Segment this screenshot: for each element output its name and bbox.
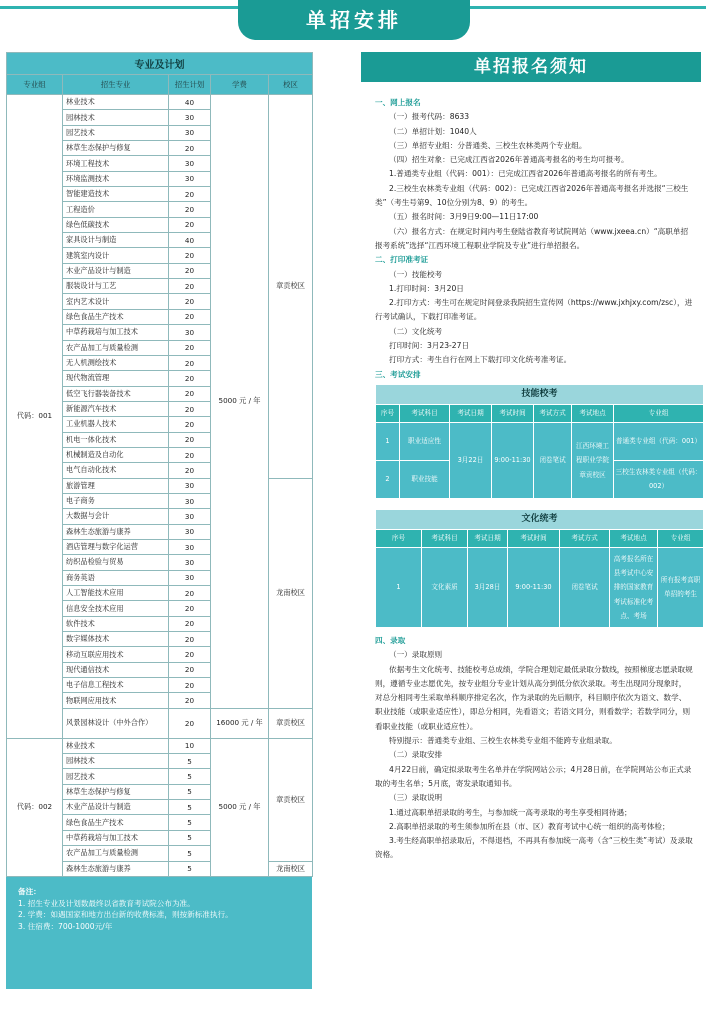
major-name: 商务英语 xyxy=(63,570,169,585)
notice-line: （三）录取说明 xyxy=(389,793,443,803)
notice-line: 2.高职单招录取的考生须参加所在县（市、区）教育考试中心统一组织的高考体检； xyxy=(389,821,670,831)
major-name: 软件技术 xyxy=(63,616,169,631)
notice-line: 打印时间：3月23-27日 xyxy=(389,341,470,351)
major-name: 电子信息工程技术 xyxy=(63,678,169,693)
th: 序号 xyxy=(376,529,422,547)
cell: 普通类专业组（代码：001） xyxy=(614,422,704,460)
notice-body xyxy=(361,82,701,863)
plan-count: 20 xyxy=(169,662,211,677)
major-name: 智能建造技术 xyxy=(63,187,169,202)
plan-count: 20 xyxy=(169,371,211,386)
plan-count: 5 xyxy=(169,861,211,876)
plan-count: 20 xyxy=(169,340,211,355)
plan-count: 5 xyxy=(169,769,211,784)
plan-count: 20 xyxy=(169,401,211,416)
notice-line: （一）报考代码：8633 xyxy=(389,112,470,122)
group-code: 代码：002 xyxy=(7,738,63,876)
th: 考试方式 xyxy=(534,404,572,422)
table-row xyxy=(7,738,313,753)
th: 考试地点 xyxy=(610,529,658,547)
notice-line: 依据考生文化统考、技能校考总成绩，学院合理划定最低录取分数线，按照梯度志愿录取规则，遵循专业志愿优先，按专业组分专业计划从高分到低分依次录取。考生出现同分现象时，对总分相同考生采取单科顺序排定名次，作为录取的先后顺序，科目顺序依次为语文、数学、职业技能（或职业适应性），即总分相同，先看语文；若语文同分，则看数学；若数学同分，则看职业技能（或职业适应性）。 xyxy=(375,664,693,731)
notice-line: 4月22日前，确定拟录取考生名单并在学院网站公示；4月28日前，在学院网站公布正式录取的考生名单；5月底，寄发录取通知书。 xyxy=(375,764,692,788)
plan-count: 20 xyxy=(169,447,211,462)
major-name: 林业技术 xyxy=(63,95,169,110)
col-tuition: 学费 xyxy=(211,75,269,95)
col-plan: 招生计划 xyxy=(169,75,211,95)
tuition: 5000 元 / 年 xyxy=(211,738,269,876)
table-row xyxy=(7,95,313,110)
major-name: 旅游管理 xyxy=(63,478,169,493)
skill-exam-table xyxy=(375,384,704,499)
major-name: 森林生态旅游与康养 xyxy=(63,524,169,539)
major-name: 数字媒体技术 xyxy=(63,632,169,647)
plan-count: 30 xyxy=(169,125,211,140)
major-name: 建筑室内设计 xyxy=(63,248,169,263)
major-name: 纺织品检验与贸易 xyxy=(63,555,169,570)
top-banner xyxy=(0,0,706,42)
major-name: 现代通信技术 xyxy=(63,662,169,677)
cell: 闭卷笔试 xyxy=(560,547,610,627)
plan-count: 20 xyxy=(169,632,211,647)
tuition: 16000 元 / 年 xyxy=(211,708,269,738)
plan-count: 20 xyxy=(169,678,211,693)
group1-rows xyxy=(7,95,313,739)
notice-line: 1.打印时间：3月20日 xyxy=(389,283,464,293)
plan-count: 20 xyxy=(169,309,211,324)
col-group: 专业组 xyxy=(7,75,63,95)
cell: 9:00-11:30 xyxy=(508,547,560,627)
notice-line: 1.通过高职单招录取的考生，与参加统一高考录取的考生享受相同待遇； xyxy=(389,807,632,817)
plan-count: 5 xyxy=(169,784,211,799)
campus: 章贡校区 xyxy=(269,95,313,479)
plan-count: 30 xyxy=(169,524,211,539)
major-name: 新能源汽车技术 xyxy=(63,401,169,416)
major-name: 林草生态保护与修复 xyxy=(63,784,169,799)
major-name: 林业技术 xyxy=(63,738,169,753)
plan-count: 30 xyxy=(169,539,211,554)
note-item: 1. 招生专业及计划数最终以省教育考试院公布为准。 xyxy=(18,898,195,908)
plan-count: 30 xyxy=(169,509,211,524)
major-name: 中草药栽培与加工技术 xyxy=(63,325,169,340)
plan-count: 20 xyxy=(169,141,211,156)
plan-count: 20 xyxy=(169,386,211,401)
plan-count: 20 xyxy=(169,708,211,738)
section-heading: 三、考试安排 xyxy=(375,369,421,379)
page-title: 单招安排 xyxy=(238,0,470,40)
notice-title: 单招报名须知 xyxy=(361,52,701,82)
notice-line: （一）录取原则 xyxy=(389,650,443,660)
culture-exam-title: 文化统考 xyxy=(376,509,704,529)
major-name: 现代物流管理 xyxy=(63,371,169,386)
section-heading: 一、网上报名 xyxy=(375,98,421,107)
skill-exam-title: 技能校考 xyxy=(376,384,704,404)
group-code: 代码：001 xyxy=(7,95,63,739)
notice-line: 2.打印方式：考生可在规定时间登录我院招生宣传网（https://www.jxhjxy.com/zsc），进行考试确认，下载打印准考证。 xyxy=(375,298,693,322)
th: 序号 xyxy=(376,404,400,422)
major-name: 环境监测技术 xyxy=(63,171,169,186)
notice-line: 2.三校生农林类专业组（代码：002）：已完成江西省2026年普通高考报名并选报“三校生类”（考生号第9、10位分别为8、9）的考生。 xyxy=(375,183,689,208)
plan-count: 30 xyxy=(169,493,211,508)
culture-exam-table xyxy=(375,509,704,628)
cell: 所有报考高职单招的考生 xyxy=(658,547,704,627)
plan-count: 20 xyxy=(169,616,211,631)
section-heading: 四、录取 xyxy=(375,635,406,645)
th: 专业组 xyxy=(614,404,704,422)
major-name: 无人机测绘技术 xyxy=(63,355,169,370)
major-name: 环境工程技术 xyxy=(63,156,169,171)
cell: 9:00-11:30 xyxy=(492,422,534,498)
th: 考试时间 xyxy=(508,529,560,547)
th: 考试科目 xyxy=(422,529,468,547)
notice-line: （二）录取安排 xyxy=(389,750,443,760)
major-name: 低空飞行器装备技术 xyxy=(63,386,169,401)
th: 专业组 xyxy=(658,529,704,547)
major-name: 工程造价 xyxy=(63,202,169,217)
plan-count: 20 xyxy=(169,248,211,263)
th: 考试地点 xyxy=(572,404,614,422)
th: 考试日期 xyxy=(450,404,492,422)
notice-line: （三）单招专业组：分普通类、三校生农林类两个专业组。 xyxy=(389,140,587,150)
plan-count: 30 xyxy=(169,570,211,585)
major-name: 木业产品设计与制造 xyxy=(63,263,169,278)
notice-line: 3.考生经高职单招录取后，不得退档，不再具有参加统一高考（含“三校生类”考试）及录取资格。 xyxy=(375,836,693,860)
notice-line: 打印方式：考生自行在网上下载打印文化统考准考证。 xyxy=(389,355,572,365)
campus: 章贡校区 xyxy=(269,708,313,738)
plan-count: 20 xyxy=(169,417,211,432)
major-name: 物联网应用技术 xyxy=(63,693,169,708)
major-name: 移动互联应用技术 xyxy=(63,647,169,662)
major-name: 木业产品设计与制造 xyxy=(63,800,169,815)
major-name: 电气自动化技术 xyxy=(63,463,169,478)
th: 考试科目 xyxy=(400,404,450,422)
plan-count: 5 xyxy=(169,846,211,861)
campus: 章贡校区 xyxy=(269,738,313,861)
plan-count: 5 xyxy=(169,815,211,830)
major-name: 林草生态保护与修复 xyxy=(63,141,169,156)
plan-title: 专业及计划 xyxy=(7,53,313,75)
major-name: 农产品加工与质量检测 xyxy=(63,846,169,861)
plan-count: 20 xyxy=(169,647,211,662)
cell: 江西环境工程职业学院章贡校区 xyxy=(572,422,614,498)
plan-count: 20 xyxy=(169,432,211,447)
major-name: 园林技术 xyxy=(63,754,169,769)
major-name: 农产品加工与质量检测 xyxy=(63,340,169,355)
cell: 高考报名所在县考试中心安排的国家教育考试标准化考点、考场 xyxy=(610,547,658,627)
plan-count: 20 xyxy=(169,693,211,708)
plan-section xyxy=(6,52,312,989)
plan-count: 20 xyxy=(169,586,211,601)
cell: 三校生农林类专业组（代码：002） xyxy=(614,460,704,498)
major-name: 园艺技术 xyxy=(63,125,169,140)
cell: 闭卷笔试 xyxy=(534,422,572,498)
cell: 文化素质 xyxy=(422,547,468,627)
major-name: 服装设计与工艺 xyxy=(63,279,169,294)
cell: 职业适应性 xyxy=(400,422,450,460)
plan-count: 20 xyxy=(169,187,211,202)
major-name: 绿色食品生产技术 xyxy=(63,815,169,830)
cell: 3月28日 xyxy=(468,547,508,627)
major-name: 室内艺术设计 xyxy=(63,294,169,309)
major-name: 绿色食品生产技术 xyxy=(63,309,169,324)
th: 考试日期 xyxy=(468,529,508,547)
tuition: 5000 元 / 年 xyxy=(211,95,269,709)
notice-line: （二）文化统考 xyxy=(389,326,443,336)
major-name: 家具设计与制造 xyxy=(63,233,169,248)
plan-count: 20 xyxy=(169,463,211,478)
plan-count: 40 xyxy=(169,95,211,110)
plan-count: 10 xyxy=(169,738,211,753)
campus: 龙南校区 xyxy=(269,861,313,876)
plan-count: 20 xyxy=(169,294,211,309)
plan-count: 5 xyxy=(169,800,211,815)
notice-line: 特别提示：普通类专业组、三校生农林类专业组不能跨专业组录取。 xyxy=(389,736,617,746)
plan-count: 5 xyxy=(169,830,211,845)
th: 考试时间 xyxy=(492,404,534,422)
cell: 1 xyxy=(376,422,400,460)
col-major: 招生专业 xyxy=(63,75,169,95)
major-name: 信息安全技术应用 xyxy=(63,601,169,616)
notice-line: （六）报名方式：在规定时间内考生登陆省教育考试院网站（www.jxeea.cn）“高职单招报考系统”选择“江西环境工程职业学院及专业”进行单招报名。 xyxy=(375,226,689,250)
plan-count: 20 xyxy=(169,263,211,278)
major-name: 园艺技术 xyxy=(63,769,169,784)
notes-box xyxy=(6,877,312,989)
plan-count: 30 xyxy=(169,156,211,171)
notice-line: （一）技能校考 xyxy=(389,269,443,279)
major-name: 森林生态旅游与康养 xyxy=(63,861,169,876)
plan-count: 20 xyxy=(169,202,211,217)
notes-title: 备注： xyxy=(18,886,41,896)
plan-count: 5 xyxy=(169,754,211,769)
notice-line: （二）单招计划：1040人 xyxy=(389,126,477,136)
plan-count: 30 xyxy=(169,110,211,125)
major-name: 大数据与会计 xyxy=(63,509,169,524)
note-item: 2. 学费：如遇国家和地方出台新的收费标准，则按新标准执行。 xyxy=(18,910,233,920)
campus: 龙南校区 xyxy=(269,478,313,708)
major-name: 中草药栽培与加工技术 xyxy=(63,830,169,845)
plan-table xyxy=(6,52,313,877)
major-name: 绿色低碳技术 xyxy=(63,217,169,232)
plan-count: 40 xyxy=(169,233,211,248)
cell: 1 xyxy=(376,547,422,627)
major-name: 电子商务 xyxy=(63,493,169,508)
plan-count: 30 xyxy=(169,555,211,570)
major-name: 酒店管理与数字化运营 xyxy=(63,539,169,554)
major-name: 风景园林设计（中外合作） xyxy=(63,708,169,738)
notice-line: 1.普通类专业组（代码：001）：已完成江西省2026年普通高考报名的所有考生。 xyxy=(389,169,662,179)
plan-count: 30 xyxy=(169,325,211,340)
col-campus: 校区 xyxy=(269,75,313,95)
th: 考试方式 xyxy=(560,529,610,547)
plan-count: 30 xyxy=(169,171,211,186)
group2-rows xyxy=(7,738,313,876)
major-name: 机械制造及自动化 xyxy=(63,447,169,462)
notice-line: （四）招生对象：已完成江西省2026年普通高考报名的考生均可报考。 xyxy=(389,155,629,165)
plan-count: 20 xyxy=(169,279,211,294)
cell: 3月22日 xyxy=(450,422,492,498)
cell: 2 xyxy=(376,460,400,498)
plan-count: 20 xyxy=(169,355,211,370)
major-name: 机电一体化技术 xyxy=(63,432,169,447)
notice-section xyxy=(361,52,701,863)
plan-count: 20 xyxy=(169,217,211,232)
section-heading: 二、打印准考证 xyxy=(375,255,429,265)
notice-line: （五）报名时间：3月9日9:00—11日17:00 xyxy=(389,212,539,222)
major-name: 园林技术 xyxy=(63,110,169,125)
plan-count: 20 xyxy=(169,601,211,616)
cell: 职业技能 xyxy=(400,460,450,498)
plan-count: 30 xyxy=(169,478,211,493)
major-name: 工业机器人技术 xyxy=(63,417,169,432)
note-item: 3. 住宿费：700-1000元/年 xyxy=(18,922,113,932)
major-name: 人工智能技术应用 xyxy=(63,586,169,601)
